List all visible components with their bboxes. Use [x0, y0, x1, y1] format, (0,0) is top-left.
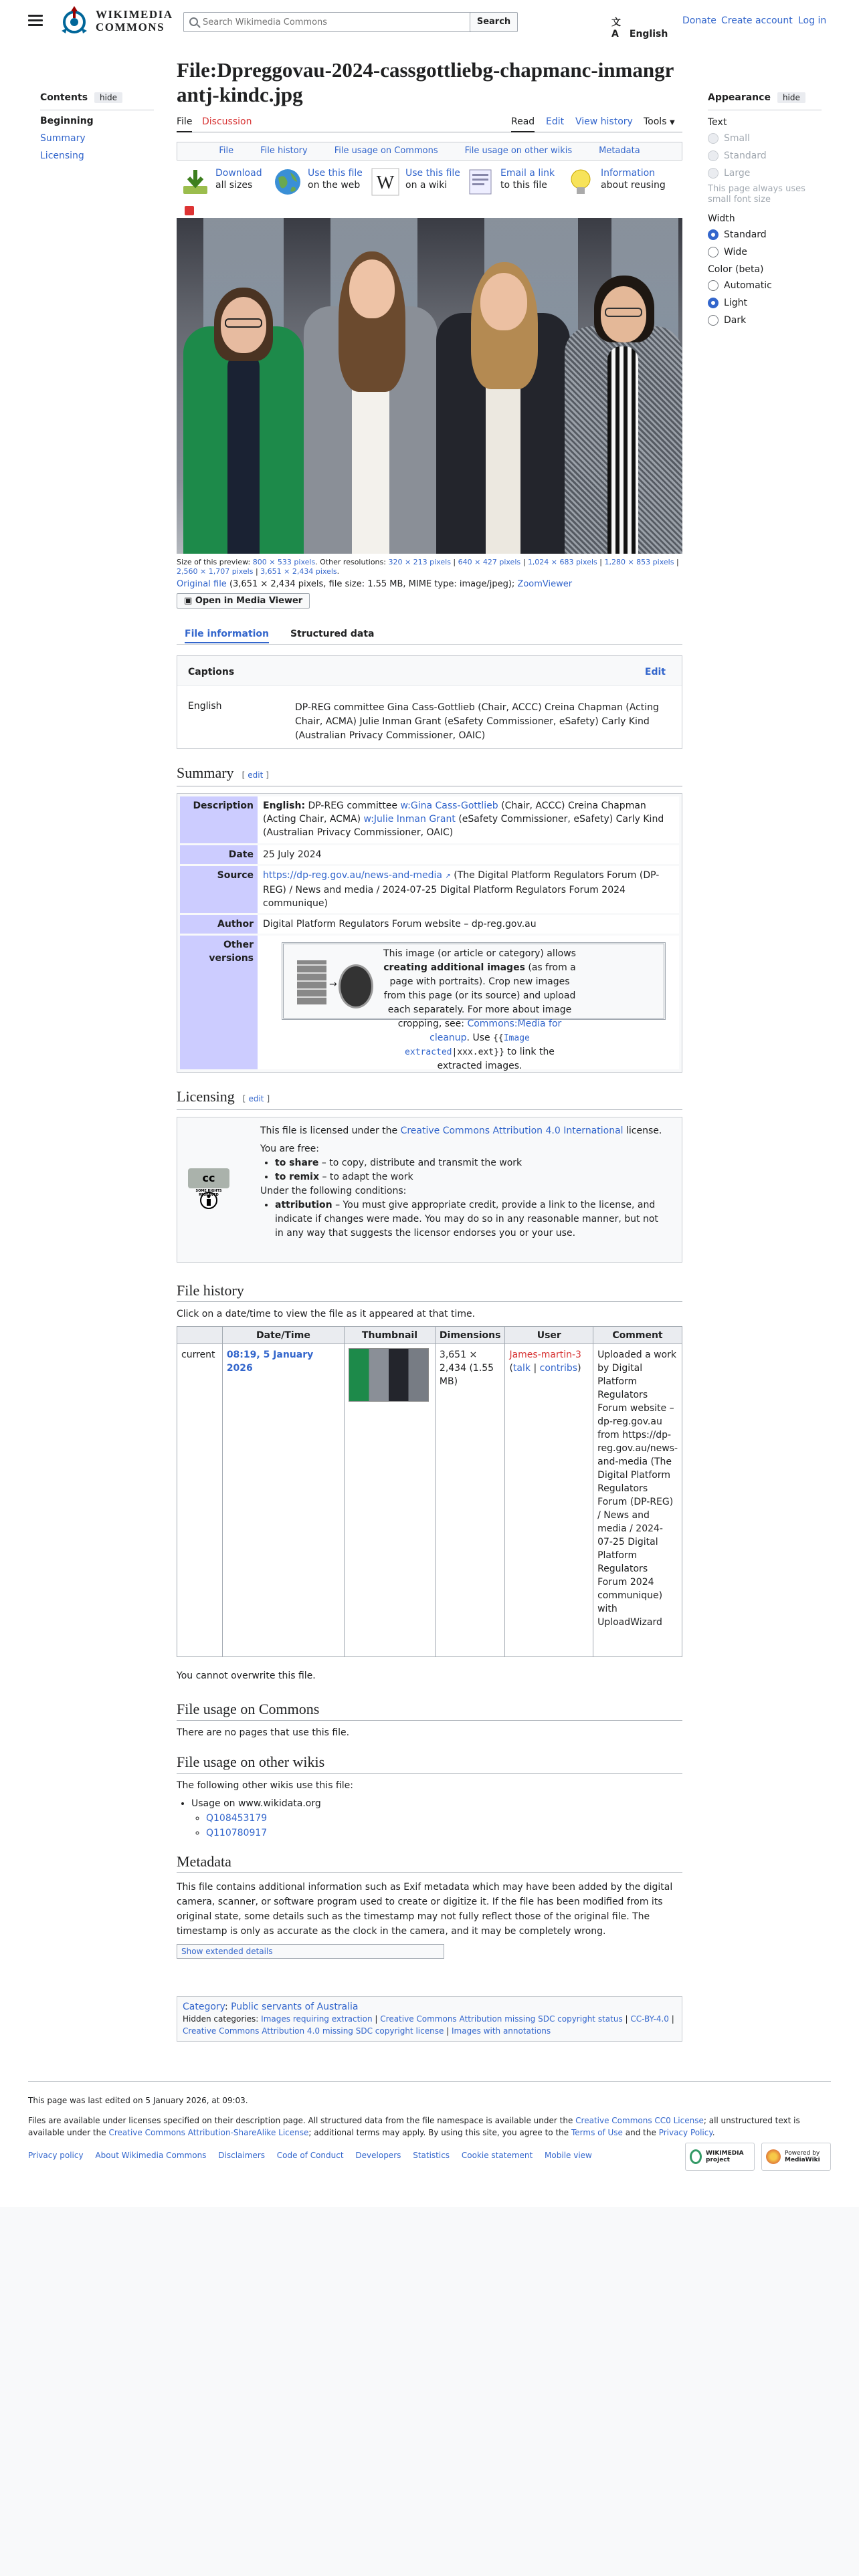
- row-status: current: [177, 1344, 223, 1657]
- download-label: Download: [215, 168, 262, 179]
- usage-other-section: [177, 1753, 682, 1840]
- file-history-heading: File history: [177, 1281, 682, 1302]
- arrow-right-icon: →: [329, 979, 337, 990]
- source-value: https://dp-reg.gov.au/news-and-media ↗ (The Digital Platform Regulators Forum (DP-REG) / News and media / 2024-07-25 Digital Platform Regulators Forum 2024 communique): [258, 866, 679, 913]
- badge-text: Powered by MediaWiki: [785, 2150, 820, 2163]
- language-selector[interactable]: [611, 15, 668, 39]
- log-in-link[interactable]: Log in: [798, 15, 827, 26]
- search-button[interactable]: Search: [470, 12, 518, 32]
- portrait-icon: [339, 964, 373, 1008]
- text-size-label: Text: [708, 117, 727, 128]
- category-link[interactable]: Public servants of Australia: [231, 2002, 359, 2012]
- image-extracted-template-link[interactable]: Image extracted: [405, 1033, 530, 1057]
- wiki-usage-item: [191, 1796, 682, 1840]
- person-figure: [183, 259, 304, 554]
- usage-other-heading: File usage on other wikis: [177, 1753, 682, 1774]
- hidden-categories: Hidden categories: Images requiring extraction | Creative Commons Attribution missing SDC copyright status | CC-BY-4.0 | Creative Commons Attribution 4.0 missing SDC copyright license | Images with annotations: [183, 2014, 674, 2036]
- text-size-standard-radio[interactable]: [708, 150, 822, 161]
- tab-edit[interactable]: Edit: [546, 116, 565, 127]
- color-automatic-radio[interactable]: [708, 280, 822, 291]
- appearance-panel: [708, 92, 822, 332]
- wiki-name: Usage on www.wikidata.org: [191, 1798, 321, 1809]
- row-comment: Uploaded a work by Digital Platform Regulators Forum website – dp-reg.gov.au from https://dp-reg.gov.au/news-and-media (The Digital Platform Regulators Forum (DP-REG) / News and media / 2024-07-25 Digital Platform Regulators Forum 2024 communique) with UploadWizard: [593, 1344, 682, 1657]
- radio-label: Large: [724, 168, 751, 179]
- radio-label: Wide: [724, 247, 747, 257]
- licensing-section: [177, 1087, 682, 1263]
- search-box[interactable]: [183, 12, 484, 32]
- use-web-sub: on the web: [308, 180, 361, 191]
- col-comment: Comment: [593, 1327, 682, 1344]
- tab-discussion[interactable]: Discussion: [202, 116, 252, 127]
- footer-link[interactable]: Statistics: [413, 2151, 450, 2160]
- privacy-link[interactable]: Privacy Policy: [658, 2128, 712, 2137]
- terms-link[interactable]: Terms of Use: [571, 2128, 623, 2137]
- search-input[interactable]: [203, 15, 477, 29]
- radio-label: Automatic: [724, 280, 772, 291]
- radio-label: Dark: [724, 315, 747, 326]
- brand-line1: WIKIMEDIA: [96, 8, 173, 21]
- main-menu-icon[interactable]: [28, 15, 43, 27]
- tab-file-information[interactable]: File information: [185, 629, 269, 643]
- hidden-category-link[interactable]: Creative Commons Attribution missing SDC copyright status: [380, 2014, 623, 2024]
- metadata-heading: Metadata: [177, 1852, 682, 1873]
- extract-notice-text: This image (or article or category) allows creating additional images (as from a page with portraits). Crop new images from this page (or its source) and upload each separately. For more about image cropping, see: Commons:Media for cleanup. Use {{Image extracted|xxx.ext}} to link the extracted images.: [383, 948, 576, 1071]
- date-label: Date: [180, 845, 258, 864]
- file-info-tabs: [177, 625, 682, 645]
- original-file-link[interactable]: Original file: [177, 579, 227, 589]
- user-link[interactable]: James-martin-3: [509, 1350, 581, 1360]
- appearance-title: Appearance: [708, 92, 771, 103]
- tab-view-history[interactable]: View history: [575, 116, 633, 127]
- cc-by-sa-link[interactable]: Creative Commons Attribution-ShareAlike License: [108, 2128, 309, 2137]
- download-action[interactable]: [181, 167, 262, 197]
- search-icon: [189, 17, 198, 26]
- radio-label: Small: [724, 133, 750, 144]
- create-account-link[interactable]: Create account: [721, 15, 793, 26]
- licensing-edit-link[interactable]: edit: [248, 1094, 264, 1103]
- reuse-info-action[interactable]: [566, 167, 666, 197]
- summary-section: [177, 764, 682, 1073]
- resolution-link[interactable]: 320 × 213 pixels: [388, 558, 451, 566]
- mediawiki-badge[interactable]: [761, 2143, 831, 2171]
- col-dimensions: Dimensions: [435, 1327, 505, 1344]
- metadata-section: [177, 1852, 682, 1959]
- page-title: File:Dpreggovau-2024-cassgottliebg-chapmanc-inmangrantj-kindc.jpg: [177, 58, 674, 106]
- open-media-viewer-button[interactable]: [177, 593, 310, 609]
- footer-link[interactable]: Developers: [355, 2151, 401, 2160]
- size-info: Size of this preview: 800 × 533 pixels. Other resolutions: 320 × 213 pixels | 640 × 427 pixels | 1,024 × 683 pixels | 1,280 × 853 pixels | 2,560 × 1,707 pixels | 3,651 × 2,434 pixels.: [177, 558, 679, 576]
- media-viewer-label: Open in Media Viewer: [195, 596, 303, 606]
- file-subnav: [177, 142, 682, 160]
- footer-link[interactable]: Mobile view: [545, 2151, 592, 2160]
- row-thumbnail: [345, 1344, 436, 1657]
- row-date: [222, 1344, 344, 1657]
- zoomviewer-link[interactable]: ZoomViewer: [517, 579, 573, 589]
- wikidata-item-link[interactable]: Q108453179: [206, 1813, 268, 1824]
- file-actions: [177, 166, 682, 218]
- wikimedia-commons-logo-icon[interactable]: [58, 4, 91, 40]
- lightbulb-icon: [566, 167, 595, 197]
- license-box: [177, 1117, 682, 1263]
- licensing-heading-text: Licensing: [177, 1088, 235, 1105]
- footer-license: Files are available under licenses specified on their description page. All structured data from the file namespace is available under the Creative Commons CC0 License; all unstructured text is available under the Creative Commons Attribution-ShareAlike License; additional terms may apply. By using this site, you agree to the Terms of Use and the Privacy Policy.: [28, 2116, 800, 2137]
- download-icon: [181, 167, 210, 197]
- info-sub: about reusing: [601, 180, 666, 191]
- site-header: [0, 0, 859, 44]
- file-history-section: [177, 1281, 682, 1681]
- resolution-link[interactable]: 2,560 × 1,707 pixels: [177, 567, 254, 576]
- toc-item-beginning[interactable]: Beginning: [40, 116, 94, 126]
- wikimedia-logo-icon: [690, 2149, 702, 2164]
- download-sub: all sizes: [215, 180, 253, 191]
- hidden-category-link[interactable]: Images with annotations: [452, 2026, 551, 2036]
- media-cleanup-link[interactable]: Commons:Media for cleanup: [430, 1018, 562, 1043]
- wikidata-item-link[interactable]: Q110780917: [206, 1828, 268, 1838]
- footer-link[interactable]: Code of Conduct: [276, 2151, 344, 2160]
- resolution-link[interactable]: 1,024 × 683 pixels: [527, 558, 597, 566]
- description-value: English: DP-REG committee w:Gina Cass-Gottlieb (Chair, ACCC) Creina Chapman (Acting Chair, ACMA) w:Julie Inman Grant (eSafety Commissioner, eSafety) Carly Kind (Australian Privacy Commissioner, OAIC): [258, 796, 679, 843]
- width-standard-radio[interactable]: [708, 229, 822, 240]
- wikipedia-icon: [371, 167, 400, 197]
- captions-edit-link[interactable]: Edit: [644, 667, 666, 677]
- date-value: 25 July 2024: [258, 845, 679, 864]
- toc-item-summary[interactable]: Summary: [40, 133, 86, 144]
- last-edited: This page was last edited on 5 January 2026, at 09:03.: [28, 2096, 248, 2105]
- licensing-heading: Licensing [ edit ]: [177, 1087, 682, 1110]
- badge-text: WIKIMEDIA project: [706, 2150, 744, 2163]
- extract-images-notice: [282, 942, 666, 1071]
- use-web-label: Use this file: [308, 168, 363, 179]
- source-link[interactable]: https://dp-reg.gov.au/news-and-media: [263, 870, 442, 881]
- metadata-text: This file contains additional information such as Exif metadata which may have been added by the digital camera, scanner, or software program used to create or digitize it. If the file has been modified from its original state, some details such as the timestamp may not fully reflect those of the original file. The timestamp is only as accurate as the clock in the camera, and it may be completely wrong.: [177, 1882, 673, 1937]
- tab-structured-data[interactable]: Structured data: [290, 629, 375, 639]
- pdf-icon[interactable]: [185, 206, 194, 215]
- portrait-grid-icon: [297, 960, 326, 1004]
- site-brand[interactable]: [96, 8, 173, 33]
- show-extended-details-button[interactable]: Show extended details: [177, 1944, 444, 1959]
- email-label: Email a link: [500, 168, 555, 179]
- person-figure: [436, 246, 570, 554]
- use-on-web-action[interactable]: [273, 167, 363, 197]
- resolution-link[interactable]: 3,651 × 2,434 pixels: [260, 567, 337, 576]
- summary-heading: Summary [ edit ]: [177, 764, 682, 786]
- text-size-large-radio[interactable]: [708, 168, 822, 179]
- use-on-wiki-action[interactable]: [371, 167, 460, 197]
- hidden-category-link[interactable]: Creative Commons Attribution 4.0 missing SDC copyright license: [183, 2026, 444, 2036]
- footer-link[interactable]: Cookie statement: [461, 2151, 533, 2160]
- color-label: Color (beta): [708, 264, 764, 275]
- hidden-category-link[interactable]: CC-BY-4.0: [630, 2014, 669, 2024]
- author-value: Digital Platform Regulators Forum website – dp-reg.gov.au: [258, 915, 679, 934]
- radio-label: Standard: [724, 150, 767, 161]
- description-label: Description: [180, 796, 258, 843]
- use-wiki-label: Use this file: [405, 168, 460, 179]
- row-dimensions: 3,651 × 2,434 (1.55 MB): [435, 1344, 505, 1657]
- color-light-radio[interactable]: [708, 298, 822, 308]
- width-wide-radio[interactable]: [708, 247, 822, 257]
- cc-badge-text: SOME RIGHTS RESERVED: [195, 1189, 222, 1197]
- col-date: Date/Time: [222, 1327, 344, 1344]
- color-dark-radio[interactable]: [708, 315, 822, 326]
- footer-separator: [28, 2081, 831, 2082]
- captions-box: [177, 655, 682, 749]
- col-thumbnail: Thumbnail: [345, 1327, 436, 1344]
- toc-title: Contents: [40, 92, 88, 103]
- resolution-link[interactable]: 640 × 427 pixels: [458, 558, 521, 566]
- subnav-file-history[interactable]: File history: [260, 146, 308, 156]
- info-label: Information: [601, 168, 656, 179]
- width-label: Width: [708, 213, 735, 224]
- size-other: . Other resolutions:: [315, 558, 386, 566]
- description-link[interactable]: w:Julie Inman Grant: [363, 814, 456, 825]
- row-date-link[interactable]: 08:19, 5 January 2026: [226, 1350, 314, 1374]
- original-file-info: (3,651 × 2,434 pixels, file size: 1.55 MB, MIME type: image/jpeg);: [229, 579, 515, 589]
- other-versions-label: Other versions: [180, 936, 258, 1069]
- original-file-line: [177, 579, 682, 589]
- tab-read[interactable]: Read: [511, 116, 535, 132]
- usage-commons-section: [177, 1700, 682, 1738]
- page-tabs: [177, 111, 682, 132]
- svg-text:W: W: [376, 173, 395, 193]
- person-figure: [304, 239, 438, 554]
- file-history-table: [177, 1326, 682, 1657]
- appearance-hide-button[interactable]: hide: [777, 92, 805, 103]
- person-figure: [565, 253, 682, 554]
- author-label: Author: [180, 915, 258, 934]
- file-preview-image[interactable]: [177, 218, 682, 554]
- cc-by-icon[interactable]: [188, 1168, 229, 1211]
- radio-label: Light: [724, 298, 747, 308]
- cc0-link[interactable]: Creative Commons CC0 License: [575, 2116, 704, 2125]
- information-table: [177, 793, 682, 1073]
- usage-commons-heading: File usage on Commons: [177, 1700, 682, 1721]
- source-label: Source: [180, 866, 258, 913]
- mediawiki-logo-icon: [766, 2149, 781, 2164]
- footer-link[interactable]: Privacy policy: [28, 2151, 84, 2160]
- toc-hide-button[interactable]: hide: [94, 92, 122, 103]
- email-sub: to this file: [500, 180, 547, 191]
- tab-file[interactable]: File: [177, 116, 192, 132]
- size-prefix: Size of this preview:: [177, 558, 251, 566]
- subnav-metadata[interactable]: Metadata: [599, 146, 640, 156]
- description-link[interactable]: w:Gina Cass-Gottlieb: [400, 800, 498, 811]
- captions-title: Captions: [188, 667, 235, 677]
- table-row: [177, 1344, 682, 1657]
- hidden-category-link[interactable]: Images requiring extraction: [261, 2014, 373, 2024]
- main-content: [177, 58, 682, 2042]
- footer-link[interactable]: About Wikimedia Commons: [95, 2151, 207, 2160]
- language-icon: 文A: [611, 17, 621, 39]
- text-size-small-radio[interactable]: [708, 133, 822, 144]
- contribs-link[interactable]: contribs: [539, 1363, 578, 1374]
- tools-label: Tools: [644, 116, 667, 127]
- language-label: English: [629, 29, 668, 39]
- chevron-down-icon: ▼: [669, 119, 675, 126]
- thumbnail-image[interactable]: [349, 1348, 429, 1402]
- file-history-intro: Click on a date/time to view the file as it appeared at that time.: [177, 1309, 476, 1319]
- table-of-contents: [40, 92, 154, 168]
- wikimedia-project-badge[interactable]: [685, 2143, 755, 2171]
- summary-edit-link[interactable]: edit: [248, 770, 264, 780]
- external-link-icon: ↗: [445, 873, 451, 880]
- globe-icon: [273, 167, 302, 197]
- other-versions-value: [258, 936, 679, 1069]
- col-user: User: [505, 1327, 593, 1344]
- use-wiki-sub: on a wiki: [405, 180, 448, 191]
- svg-text:cc: cc: [202, 1172, 215, 1184]
- license-text: This file is licensed under the Creative Commons Attribution 4.0 International license. You are free: • to share – to copy, distribute and transmit the work • to remix – to adapt the work Under the following conditions: • attribution – You must give appropriate credit, provide a link to the license, and indicate if changes were made. You may do so in any reasonable manner, but not in any way that suggests the licensor endorses you or your use.: [260, 1124, 668, 1241]
- radio-label: Standard: [724, 229, 767, 240]
- tools-menu[interactable]: [644, 116, 675, 127]
- categories-box: Category: Public servants of Australia Hidden categories: Images requiring extraction | Creative Commons Attribution missing SDC copyright status | CC-BY-4.0 | Creative Commons Attribution 4.0 missing SDC copyright license | Images with annotations: [177, 1996, 682, 2042]
- email-icon: [466, 167, 495, 197]
- image-icon: ▣: [184, 596, 193, 606]
- preview-size-link[interactable]: 800 × 533 pixels: [252, 558, 316, 566]
- usage-commons-text: There are no pages that use this file.: [177, 1727, 350, 1738]
- summary-heading-text: Summary: [177, 764, 234, 781]
- category-label-link[interactable]: Category: [183, 2002, 225, 2012]
- email-link-action[interactable]: [466, 167, 555, 197]
- donate-link[interactable]: Donate: [682, 15, 717, 26]
- usage-other-intro: The following other wikis use this file:: [177, 1780, 353, 1791]
- toc-item-licensing[interactable]: Licensing: [40, 150, 84, 161]
- caption-language: English: [188, 701, 222, 712]
- subnav-usage-other[interactable]: File usage on other wikis: [464, 146, 573, 156]
- cc-by-4-link[interactable]: Creative Commons Attribution 4.0 International: [400, 1125, 624, 1136]
- subnav-file[interactable]: File: [219, 146, 234, 156]
- row-user: James-martin-3 (talk | contribs): [505, 1344, 593, 1657]
- caption-text: DP-REG committee Gina Cass-Gottlieb (Chair, ACCC) Creina Chapman (Acting Chair, ACMA) Julie Inman Grant (eSafety Commissioner, eSafety) Carly Kind (Australian Privacy Commissioner, OAIC): [295, 702, 659, 741]
- brand-line2: COMMONS: [96, 21, 165, 33]
- cannot-overwrite-text: You cannot overwrite this file.: [177, 1671, 316, 1681]
- page-bottom-area: [0, 2207, 859, 2576]
- footer-link[interactable]: Disclaimers: [218, 2151, 265, 2160]
- col-blank: [177, 1327, 223, 1344]
- resolution-link[interactable]: 1,280 × 853 pixels: [604, 558, 674, 566]
- text-size-note: This page always uses small font size: [708, 184, 805, 205]
- talk-link[interactable]: talk: [512, 1363, 531, 1374]
- subnav-usage-commons[interactable]: File usage on Commons: [334, 146, 438, 156]
